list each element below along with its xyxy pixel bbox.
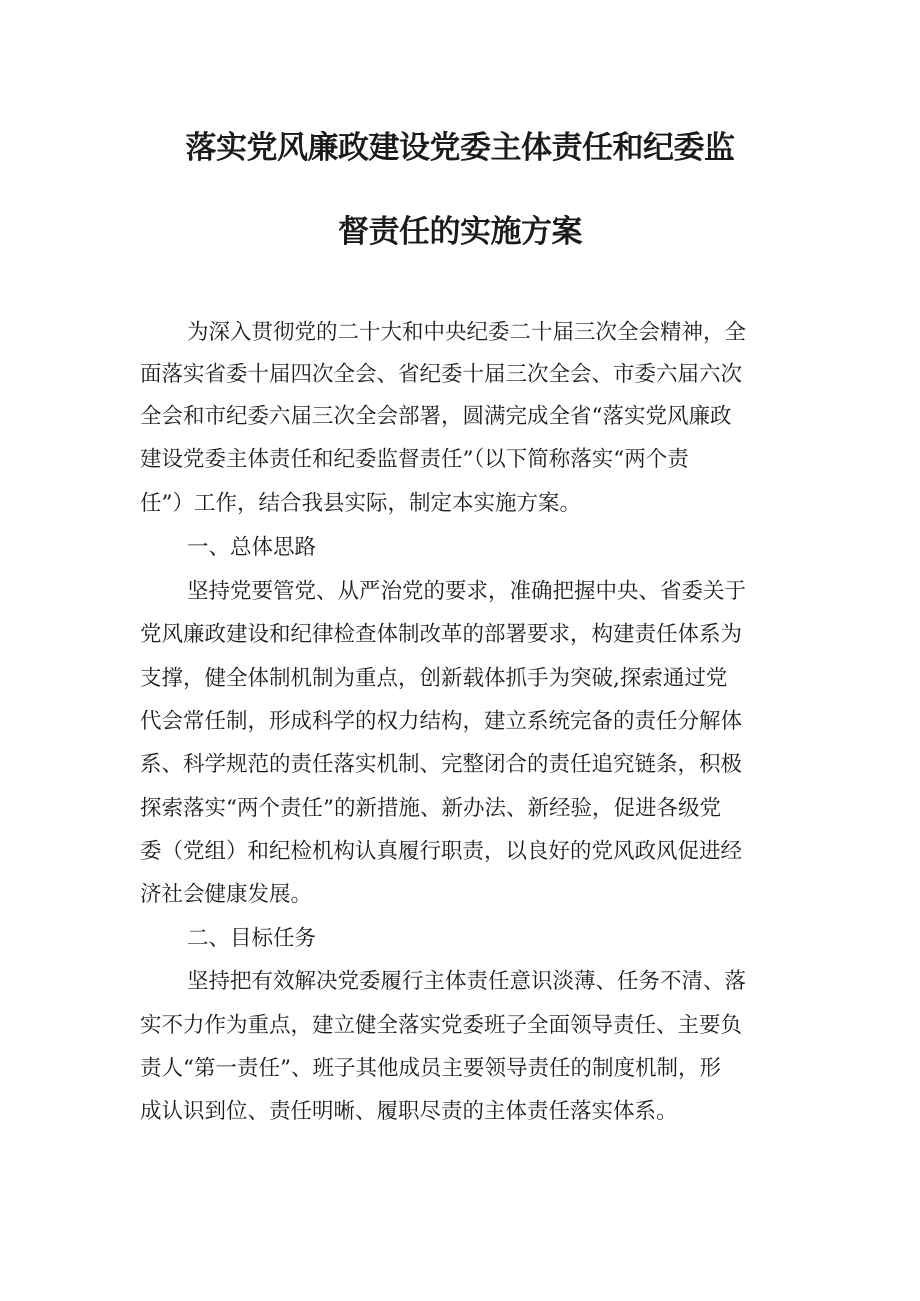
section1-line: 系、科学规范的责任落实机制、完整闭合的责任追究链条，积极 [140,752,743,777]
document-title-line-2: 督责任的实施方案 [338,214,582,250]
section2-line: 实不力作为重点，建立健全落实党委班子全面领导责任、主要负 [140,1013,743,1038]
section2-line: 责人“第一责任”、班子其他成员主要领导责任的制度机制，形 [140,1056,721,1081]
intro-line: 建设党委主体责任和纪委监督责任”（以下简称落实“两个责 [140,447,689,472]
section1-line: 济社会健康发展。 [140,882,313,907]
section1-line: 委（党组）和纪检机构认真履行职责，以良好的党风政风促进经 [140,839,743,864]
section1-line: 坚持党要管党、从严治党的要求，准确把握中央、省委关于 [187,579,747,604]
section1-line: 党风廉政建设和纪律检查体制改革的部署要求，构建责任体系为 [140,622,743,647]
intro-line: 为深入贯彻党的二十大和中央纪委二十届三次全会精神，全 [187,320,747,345]
intro-line: 任”）工作，结合我县实际，制定本实施方案。 [140,491,581,516]
section-heading-overall-approach: 一、总体思路 [187,535,317,560]
section1-line: 探索落实“两个责任”的新措施、新办法、新经验，促进各级党 [140,796,721,821]
intro-line: 全会和市纪委六届三次全会部署，圆满完成全省“落实党风廉政 [140,404,732,429]
section1-line: 代会常任制，形成科学的权力结构，建立系统完备的责任分解体 [140,709,743,734]
section-heading-goals-tasks: 二、目标任务 [187,926,317,951]
intro-line: 面落实省委十届四次全会、省纪委十届三次全会、市委六届六次 [140,362,743,387]
section2-line: 坚持把有效解决党委履行主体责任意识淡薄、任务不清、落 [187,969,747,994]
document-title-line-1: 落实党风廉政建设党委主体责任和纪委监 [185,130,735,166]
section2-line: 成认识到位、责任明晰、履职尽责的主体责任落实体系。 [140,1099,678,1124]
section1-line: 支撑，健全体制机制为重点，创新载体抓手为突破,探索通过党 [140,666,728,691]
